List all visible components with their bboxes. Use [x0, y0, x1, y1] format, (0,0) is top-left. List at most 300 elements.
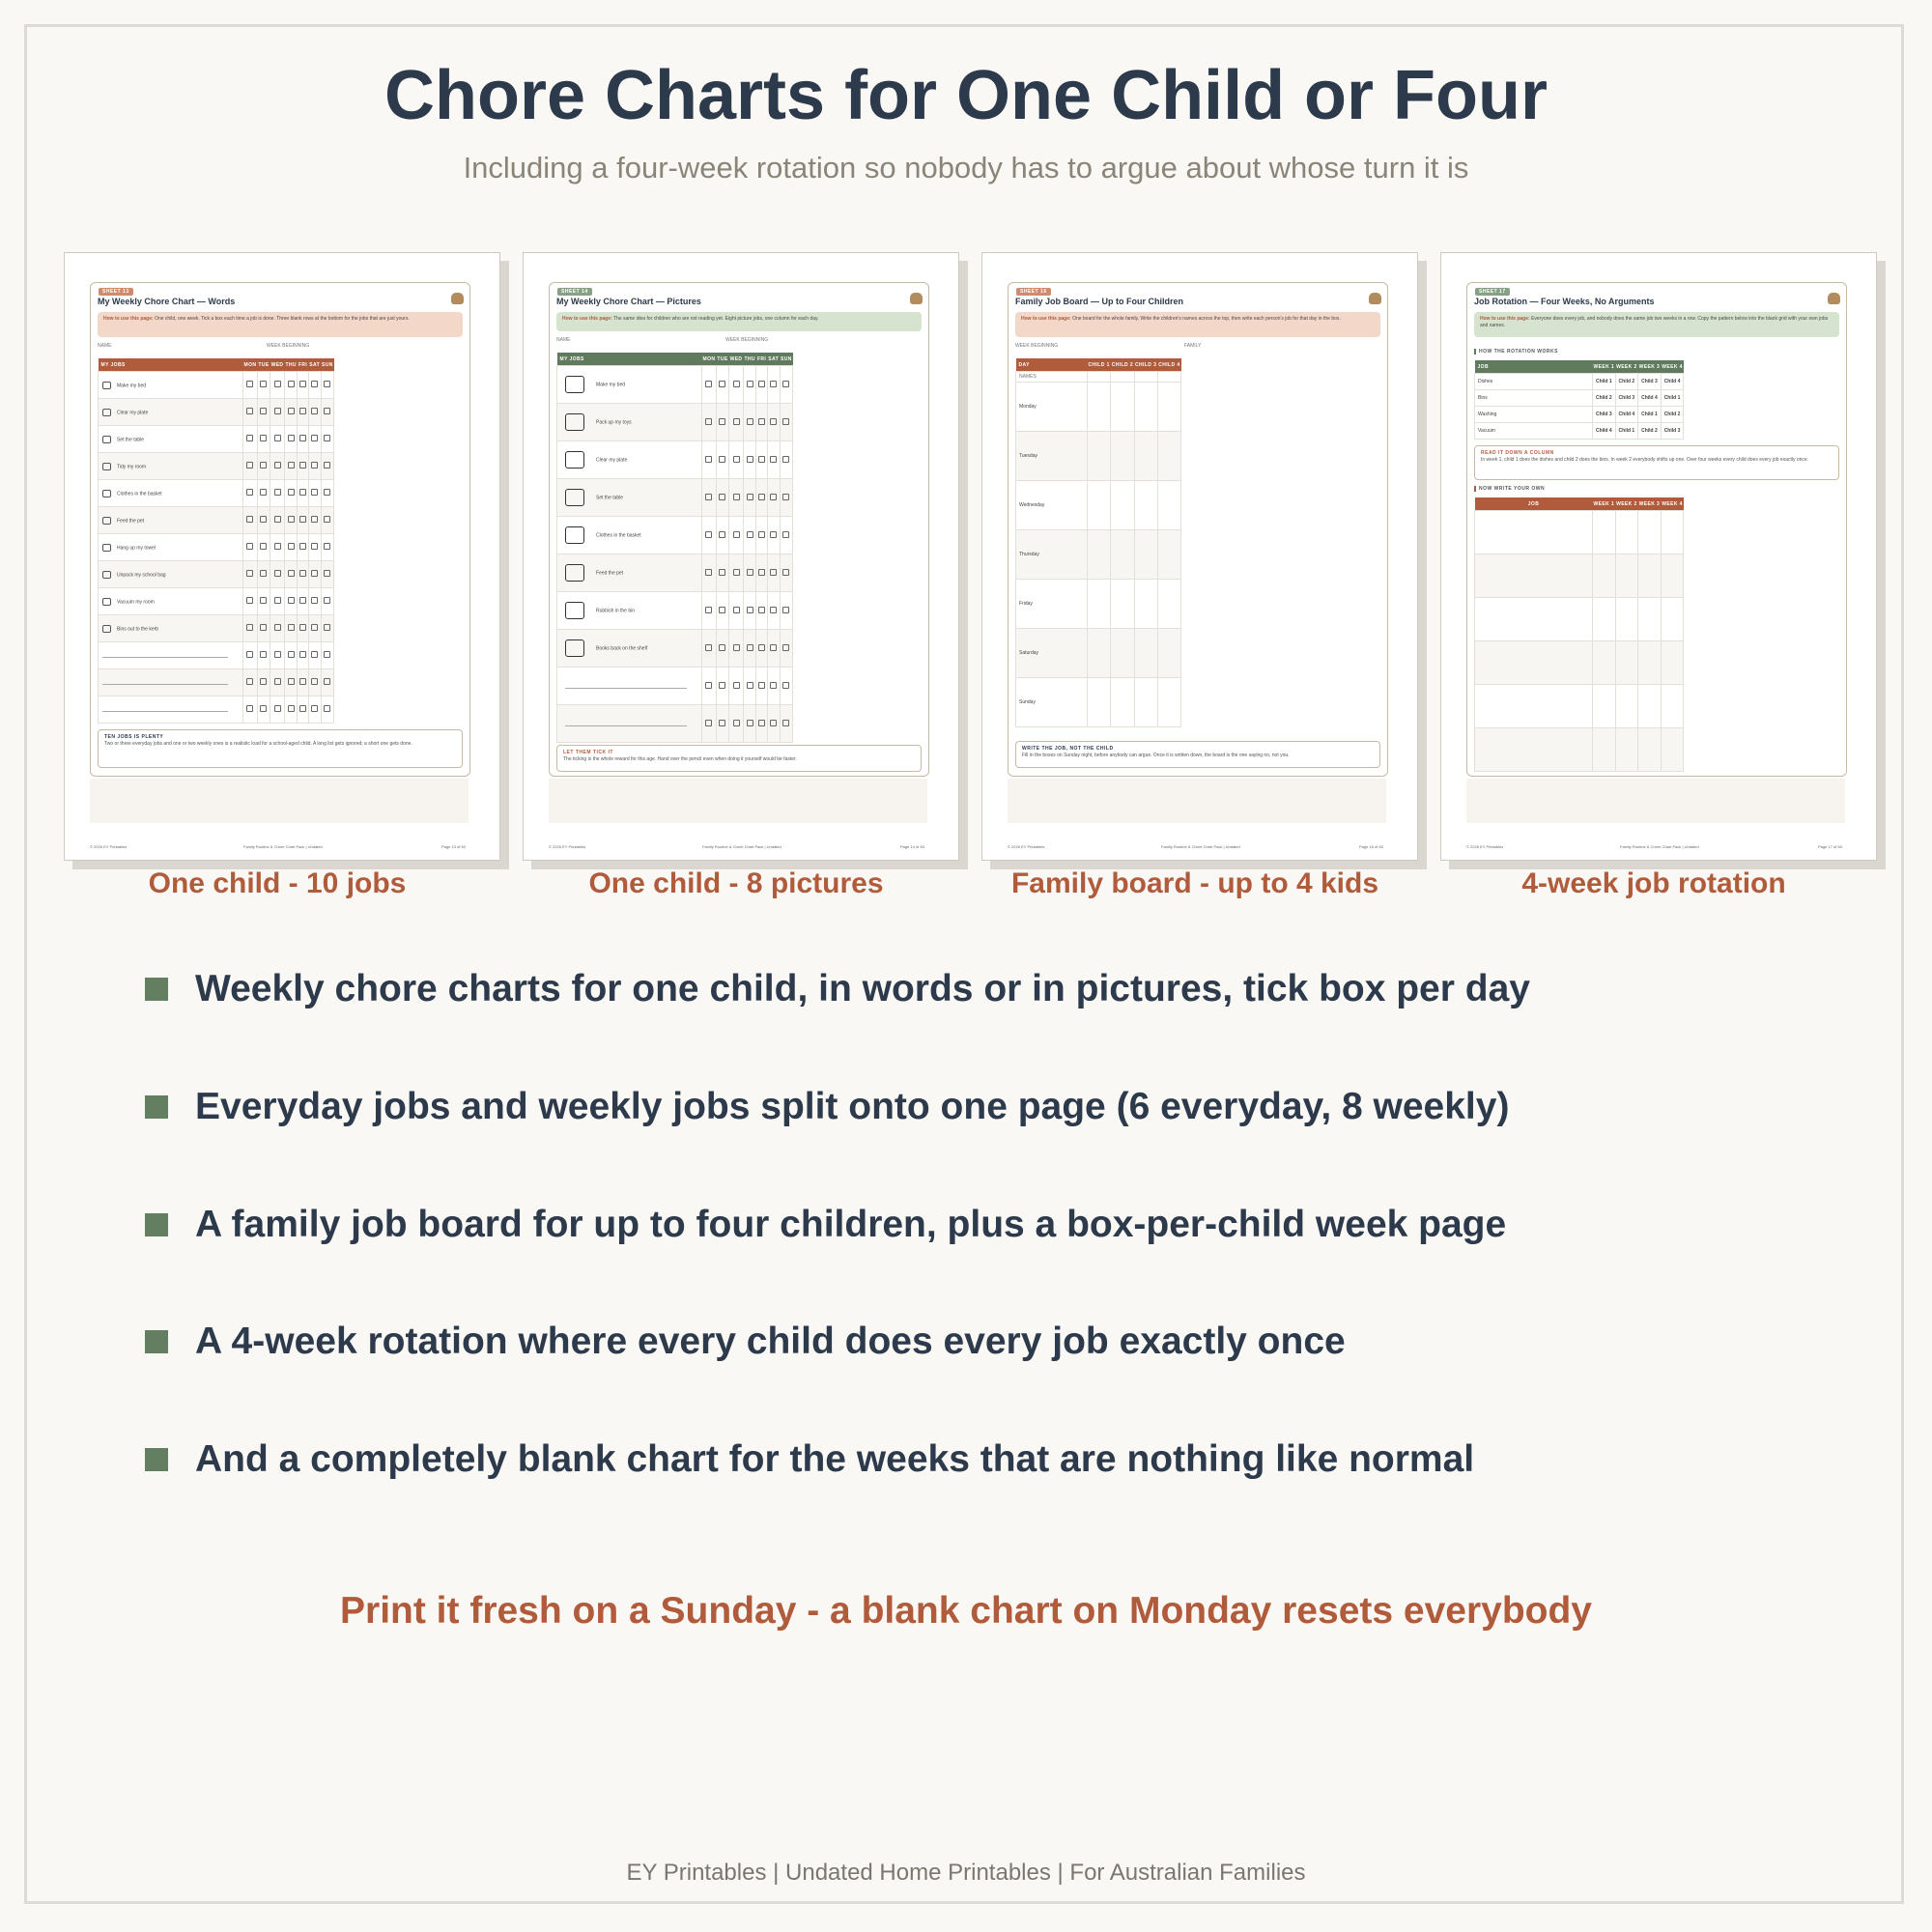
job-name: Washing [1475, 407, 1593, 423]
tick-box[interactable] [260, 570, 267, 577]
tick-box[interactable] [324, 435, 330, 441]
tick-box[interactable] [288, 543, 295, 550]
tick-box[interactable] [705, 682, 712, 689]
tick-cell [702, 630, 717, 668]
tick-box[interactable] [324, 516, 330, 523]
tick-box[interactable] [246, 624, 253, 631]
tick-box[interactable] [299, 408, 306, 414]
tick-box[interactable] [758, 381, 765, 387]
tick-cell [729, 441, 744, 479]
tick-cell [270, 615, 285, 642]
tick-box[interactable] [324, 408, 330, 414]
job-entry-cell [1134, 629, 1157, 678]
tick-box[interactable] [288, 597, 295, 604]
tick-box[interactable] [288, 570, 295, 577]
tick-box[interactable] [324, 705, 330, 712]
tick-box[interactable] [719, 418, 725, 425]
tick-box[interactable] [324, 543, 330, 550]
tick-box[interactable] [299, 705, 306, 712]
column-header: WEEK 4 [1662, 500, 1683, 507]
tick-box[interactable] [770, 531, 777, 538]
tick-box[interactable] [705, 456, 712, 463]
tick-box[interactable] [758, 569, 765, 576]
tick-box[interactable] [299, 489, 306, 496]
table-row [99, 642, 334, 669]
tick-box[interactable] [288, 516, 295, 523]
field-name: NAME [556, 337, 571, 343]
tick-box[interactable] [705, 569, 712, 576]
tick-box[interactable] [733, 607, 740, 613]
tick-cell [702, 441, 717, 479]
assignment-cell: Child 1 [1593, 374, 1616, 390]
tick-box[interactable] [719, 569, 725, 576]
tick-cell [780, 554, 793, 592]
sheet-title: My Weekly Chore Chart — Words [98, 297, 236, 306]
blank-cell [1615, 641, 1638, 685]
tick-box[interactable] [311, 624, 318, 631]
tick-cell [270, 372, 285, 399]
tick-cell [298, 534, 308, 561]
tick-cell [321, 426, 334, 453]
blank-cell [1615, 554, 1638, 598]
tick-box[interactable] [758, 494, 765, 500]
tick-box[interactable] [311, 705, 318, 712]
column-header-day: MON [243, 361, 257, 368]
tick-box[interactable] [274, 597, 281, 604]
tick-box[interactable] [324, 651, 330, 658]
tick-box[interactable] [733, 682, 740, 689]
tick-cell [756, 441, 767, 479]
tick-cell [284, 561, 297, 588]
tick-cell [729, 404, 744, 441]
blank-cell [1475, 511, 1593, 554]
tick-box[interactable] [274, 570, 281, 577]
tick-box[interactable] [288, 651, 295, 658]
tick-box[interactable] [311, 597, 318, 604]
job-label: Unpack my school bag [117, 571, 166, 578]
tick-box[interactable] [719, 531, 725, 538]
tick-cell [702, 705, 717, 743]
preview-sheet-words [64, 252, 500, 861]
table-row [1475, 390, 1684, 407]
tick-box[interactable] [758, 720, 765, 726]
tick-box[interactable] [299, 624, 306, 631]
tick-box[interactable] [288, 489, 295, 496]
tick-cell [284, 696, 297, 724]
tick-cell [756, 517, 767, 554]
tick-box[interactable] [288, 408, 295, 414]
sheet-footer-mid: Family Routine & Chore Chart Pack | Undated [243, 844, 323, 849]
blank-line [565, 720, 687, 726]
job-cell [99, 669, 243, 696]
job-entry-cell [1134, 530, 1157, 580]
table-row [1475, 511, 1684, 554]
tick-cell [243, 480, 258, 507]
tick-box[interactable] [782, 644, 789, 651]
tick-box[interactable] [747, 418, 753, 425]
tick-box[interactable] [246, 516, 253, 523]
tick-box[interactable] [747, 682, 753, 689]
job-cell [99, 480, 243, 507]
tick-box[interactable] [770, 682, 777, 689]
tick-box[interactable] [758, 607, 765, 613]
tick-box[interactable] [274, 408, 281, 414]
tick-box[interactable] [770, 418, 777, 425]
tick-box[interactable] [299, 543, 306, 550]
tick-box[interactable] [246, 705, 253, 712]
tick-box[interactable] [705, 494, 712, 500]
sheet-tag: SHEET 13 [99, 288, 133, 296]
tick-box[interactable] [274, 462, 281, 469]
tick-box[interactable] [246, 489, 253, 496]
tick-box[interactable] [274, 435, 281, 441]
tick-box[interactable] [274, 381, 281, 387]
tick-box[interactable] [288, 462, 295, 469]
tick-box[interactable] [758, 682, 765, 689]
tick-box[interactable] [260, 705, 267, 712]
tick-box[interactable] [719, 682, 725, 689]
blank-cell [1593, 554, 1616, 598]
tick-cell [243, 534, 258, 561]
tick-box[interactable] [705, 720, 712, 726]
tick-cell [243, 696, 258, 724]
tick-box[interactable] [770, 569, 777, 576]
tick-box[interactable] [747, 531, 753, 538]
tick-box[interactable] [246, 651, 253, 658]
tick-box[interactable] [299, 651, 306, 658]
tick-cell [308, 372, 321, 399]
tick-box[interactable] [747, 381, 753, 387]
sheet-pad [1008, 779, 1386, 823]
tick-box[interactable] [246, 408, 253, 414]
tick-box[interactable] [311, 651, 318, 658]
tick-box[interactable] [311, 543, 318, 550]
tick-cell [767, 668, 780, 705]
tick-box[interactable] [770, 644, 777, 651]
tick-cell [308, 642, 321, 669]
tick-box[interactable] [324, 462, 330, 469]
tick-box[interactable] [246, 462, 253, 469]
table-row [99, 561, 334, 588]
tick-cell [298, 669, 308, 696]
weekday-label: Wednesday [1016, 481, 1088, 530]
tick-box[interactable] [311, 435, 318, 441]
logo-icon [910, 293, 923, 304]
table-row [99, 426, 334, 453]
tick-cell [257, 534, 270, 561]
job-cell [99, 453, 243, 480]
caption-rotation: 4-week job rotation [1521, 867, 1786, 899]
tick-cell [298, 480, 308, 507]
blank-cell [1638, 685, 1662, 728]
tick-box[interactable] [758, 418, 765, 425]
tick-box[interactable] [260, 462, 267, 469]
job-label: Tidy my room [117, 463, 147, 469]
tick-box[interactable] [324, 381, 330, 387]
bullet-text: A family job board for up to four children, plus a box-per-child week page [195, 1204, 1507, 1245]
tick-cell [756, 404, 767, 441]
tick-box[interactable] [782, 682, 789, 689]
tick-box[interactable] [260, 381, 267, 387]
tick-box[interactable] [719, 607, 725, 613]
tick-box[interactable] [719, 456, 725, 463]
tick-box[interactable] [733, 494, 740, 500]
tick-box[interactable] [260, 408, 267, 414]
job-label: Books back on the shelf [596, 645, 648, 652]
tick-box[interactable] [274, 705, 281, 712]
sheet-footer-left: © 2026 EY Printables [90, 844, 128, 849]
tick-box[interactable] [782, 607, 789, 613]
tick-box[interactable] [299, 570, 306, 577]
job-cell [99, 372, 243, 399]
column-header-child: CHILD 4 [1158, 361, 1180, 368]
tick-box[interactable] [782, 494, 789, 500]
tick-box[interactable] [260, 543, 267, 550]
job-label: Pack up my toys [596, 419, 632, 426]
column-header: WEEK 1 [1593, 363, 1615, 370]
tick-cell [284, 534, 297, 561]
tick-cell [780, 441, 793, 479]
tick-box[interactable] [260, 624, 267, 631]
tick-box[interactable] [719, 644, 725, 651]
tick-cell [308, 534, 321, 561]
tick-box[interactable] [311, 489, 318, 496]
tick-box[interactable] [311, 462, 318, 469]
column-header-day: SUN [322, 361, 333, 368]
how-text: One board for the whole family. Write the children's names across the top, then write each person's job for that day in the box. [1072, 316, 1341, 322]
tick-cell [257, 588, 270, 615]
tick-box[interactable] [705, 531, 712, 538]
tick-box[interactable] [274, 651, 281, 658]
tick-box[interactable] [324, 597, 330, 604]
sheet-footer-left: © 2026 EY Printables [1466, 844, 1504, 849]
tick-box[interactable] [299, 678, 306, 685]
tick-box[interactable] [299, 516, 306, 523]
blank-cell [1593, 641, 1616, 685]
tick-box[interactable] [246, 678, 253, 685]
sheet-footer-mid: Family Routine & Chore Chart Pack | Undated [1620, 844, 1699, 849]
assignment-cell: Child 2 [1661, 407, 1684, 423]
tick-box[interactable] [733, 531, 740, 538]
tick-box[interactable] [260, 489, 267, 496]
tick-box[interactable] [324, 678, 330, 685]
tick-box[interactable] [758, 531, 765, 538]
assignment-cell: Child 1 [1615, 423, 1638, 440]
tick-cell [257, 399, 270, 426]
tick-cell [257, 669, 270, 696]
tick-box[interactable] [260, 651, 267, 658]
tick-box[interactable] [299, 435, 306, 441]
tick-cell [729, 668, 744, 705]
job-cell [557, 592, 702, 630]
tick-cell [243, 561, 258, 588]
tick-box[interactable] [311, 516, 318, 523]
tick-box[interactable] [246, 435, 253, 441]
section-label: NOW WRITE YOUR OWN [1474, 486, 1545, 492]
tip-title: WRITE THE JOB, NOT THE CHILD [1022, 746, 1114, 752]
tick-box[interactable] [274, 678, 281, 685]
tick-box[interactable] [274, 516, 281, 523]
tick-cell [270, 507, 285, 534]
tick-box[interactable] [782, 720, 789, 726]
tick-box[interactable] [733, 644, 740, 651]
weekday-label: Saturday [1016, 629, 1088, 678]
tick-box[interactable] [733, 381, 740, 387]
tick-box[interactable] [288, 705, 295, 712]
job-cell [557, 630, 702, 668]
bullet-square-icon [145, 1330, 168, 1353]
chore-table [556, 353, 793, 743]
tick-box[interactable] [782, 418, 789, 425]
tick-cell [298, 615, 308, 642]
tick-cell [321, 615, 334, 642]
tick-box[interactable] [770, 720, 777, 726]
tick-box[interactable] [299, 597, 306, 604]
tick-box[interactable] [311, 408, 318, 414]
preview-sheet-rotation [1440, 252, 1877, 861]
tick-box[interactable] [324, 624, 330, 631]
tick-box[interactable] [747, 569, 753, 576]
tick-box[interactable] [324, 570, 330, 577]
tick-box[interactable] [782, 531, 789, 538]
blank-cell [1638, 554, 1662, 598]
blank-cell [1661, 598, 1684, 641]
tick-box[interactable] [260, 516, 267, 523]
field-week: WEEK BEGINNING [725, 337, 769, 343]
tick-box[interactable] [260, 435, 267, 441]
job-entry-cell [1111, 383, 1134, 432]
bullet-text: And a completely blank chart for the weeks that are nothing like normal [195, 1438, 1475, 1480]
job-label: Make my bed [117, 382, 147, 388]
job-entry-cell [1111, 530, 1134, 580]
column-header-child: CHILD 3 [1135, 361, 1157, 368]
blank-cell [1475, 598, 1593, 641]
tick-box[interactable] [299, 381, 306, 387]
tick-box[interactable] [246, 597, 253, 604]
tick-cell [716, 366, 728, 404]
job-entry-cell [1088, 678, 1111, 727]
tick-cell [298, 588, 308, 615]
page-footer: EY Printables | Undated Home Printables | For Australian Families [626, 1860, 1306, 1886]
tick-box[interactable] [324, 489, 330, 496]
sheet-footer-right: Page 17 of 63 [1818, 844, 1842, 849]
job-entry-cell [1134, 481, 1157, 530]
preview-sheet-pictures [523, 252, 959, 861]
job-name: Bins [1475, 390, 1593, 407]
tick-cell [270, 426, 285, 453]
bullet-square-icon [145, 1095, 168, 1119]
job-entry-cell [1111, 629, 1134, 678]
tick-cell [308, 696, 321, 724]
sheet-tag: SHEET 14 [557, 288, 592, 296]
tick-box[interactable] [311, 381, 318, 387]
tick-box[interactable] [260, 597, 267, 604]
tick-box[interactable] [747, 644, 753, 651]
tick-cell [716, 517, 728, 554]
tick-box[interactable] [260, 678, 267, 685]
tick-cell [270, 561, 285, 588]
tick-cell [284, 588, 297, 615]
tick-box[interactable] [733, 456, 740, 463]
tick-box[interactable] [747, 456, 753, 463]
tick-box[interactable] [770, 494, 777, 500]
tick-box[interactable] [747, 720, 753, 726]
tick-box[interactable] [274, 489, 281, 496]
tick-cell [257, 372, 270, 399]
rotation-example-table [1474, 360, 1684, 440]
tick-box[interactable] [747, 607, 753, 613]
table-row [557, 705, 793, 743]
tick-box[interactable] [311, 570, 318, 577]
tick-box[interactable] [758, 644, 765, 651]
table-row [1475, 641, 1684, 685]
tick-box[interactable] [705, 418, 712, 425]
tick-box[interactable] [782, 569, 789, 576]
job-icon [565, 451, 584, 469]
tick-box[interactable] [782, 381, 789, 387]
tick-box[interactable] [246, 381, 253, 387]
tick-cell [308, 615, 321, 642]
tick-cell [321, 642, 334, 669]
tick-box[interactable] [288, 678, 295, 685]
assignment-cell: Child 2 [1615, 374, 1638, 390]
blank-cell [1638, 598, 1662, 641]
tick-box[interactable] [246, 570, 253, 577]
tick-box[interactable] [782, 456, 789, 463]
tick-box[interactable] [733, 720, 740, 726]
sheet-footer-mid: Family Routine & Chore Chart Pack | Undated [1161, 844, 1240, 849]
tick-box[interactable] [288, 381, 295, 387]
tick-box[interactable] [288, 624, 295, 631]
tick-box[interactable] [770, 456, 777, 463]
tick-box[interactable] [705, 381, 712, 387]
table-row [1016, 580, 1181, 629]
tick-box[interactable] [719, 720, 725, 726]
tick-cell [284, 669, 297, 696]
tick-box[interactable] [733, 418, 740, 425]
tick-box[interactable] [770, 607, 777, 613]
tick-cell [257, 453, 270, 480]
job-cell [99, 588, 243, 615]
tick-box[interactable] [733, 569, 740, 576]
tick-box[interactable] [719, 381, 725, 387]
tick-box[interactable] [705, 644, 712, 651]
tick-cell [243, 615, 258, 642]
job-icon [565, 564, 584, 582]
tick-box[interactable] [274, 543, 281, 550]
table-row [99, 615, 334, 642]
bullet-square-icon [145, 1213, 168, 1236]
tick-box[interactable] [705, 607, 712, 613]
feature-bullet [145, 1435, 1474, 1484]
table-row [99, 507, 334, 534]
tick-box[interactable] [274, 624, 281, 631]
tick-cell [243, 399, 258, 426]
tick-box[interactable] [299, 462, 306, 469]
tick-box[interactable] [747, 494, 753, 500]
tick-box[interactable] [770, 381, 777, 387]
tick-box[interactable] [719, 494, 725, 500]
tick-box[interactable] [288, 435, 295, 441]
tick-cell [308, 669, 321, 696]
tick-box[interactable] [758, 456, 765, 463]
tick-box[interactable] [246, 543, 253, 550]
tick-cell [716, 630, 728, 668]
tick-box[interactable] [311, 678, 318, 685]
column-header: WEEK 3 [1638, 500, 1661, 507]
blank-cell [1475, 554, 1593, 598]
weekday-label: Tuesday [1016, 432, 1088, 481]
